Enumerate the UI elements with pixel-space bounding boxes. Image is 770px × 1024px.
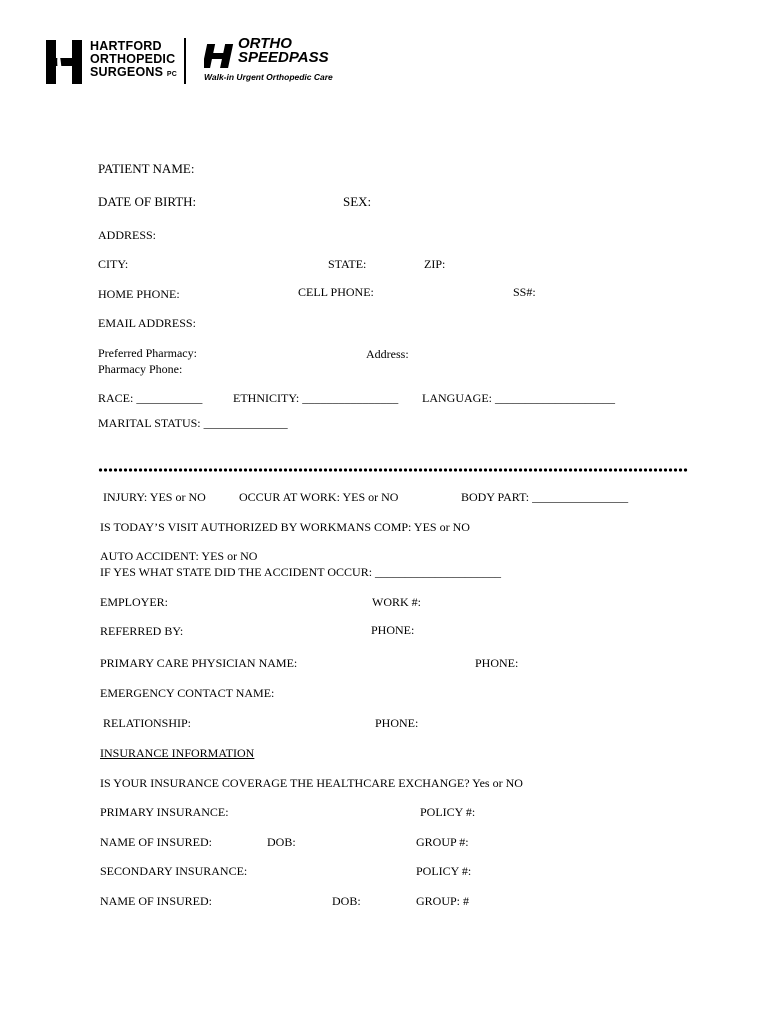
header-logos — [44, 36, 344, 92]
email-field[interactable]: EMAIL ADDRESS: — [98, 316, 196, 330]
primary-insurance-field[interactable]: PRIMARY INSURANCE: — [100, 805, 229, 819]
secondary-dob-field[interactable]: DOB: — [332, 894, 361, 908]
healthcare-exchange-field[interactable]: IS YOUR INSURANCE COVERAGE THE HEALTHCARE EXCHANGE? Yes or NO — [100, 776, 523, 790]
pcp-phone-field[interactable]: PHONE: — [475, 656, 519, 670]
body-part-field[interactable]: BODY PART: ________________ — [461, 490, 629, 504]
accident-state-field[interactable]: IF YES WHAT STATE DID THE ACCIDENT OCCUR: _____________________ — [100, 565, 502, 579]
osp-line1: ORTHO — [238, 35, 292, 52]
emergency-contact-field[interactable]: EMERGENCY CONTACT NAME: — [100, 686, 275, 700]
hos-line3: SURGEONS — [90, 65, 164, 79]
primary-group-field[interactable]: GROUP #: — [416, 835, 469, 849]
patient-name-field[interactable]: PATIENT NAME: — [98, 161, 195, 176]
ortho-speedpass-logo-icon — [204, 40, 238, 72]
secondary-policy-field[interactable]: POLICY #: — [416, 864, 472, 878]
sex-field[interactable]: SEX: — [343, 194, 372, 209]
home-phone-field[interactable]: HOME PHONE: — [98, 287, 180, 301]
osp-line2: SPEEDPASS — [238, 49, 329, 66]
insurance-heading: INSURANCE INFORMATION — [100, 746, 255, 760]
pharmacy-phone-field[interactable]: Pharmacy Phone: — [98, 362, 183, 376]
hartford-orthopedic-wordmark — [90, 40, 177, 81]
relationship-field[interactable]: RELATIONSHIP: — [103, 716, 192, 730]
occur-at-work-field[interactable]: OCCUR AT WORK: YES or NO — [239, 490, 399, 504]
race-field[interactable]: RACE: ___________ — [98, 391, 203, 405]
primary-policy-field[interactable]: POLICY #: — [420, 805, 476, 819]
marital-status-field[interactable]: MARITAL STATUS: ______________ — [98, 416, 288, 430]
ss-field[interactable]: SS#: — [513, 285, 536, 299]
employer-field[interactable]: EMPLOYER: — [100, 595, 169, 609]
referred-by-field[interactable]: REFERRED BY: — [100, 624, 184, 638]
address-field[interactable]: ADDRESS: — [98, 228, 157, 242]
osp-tagline: Walk-in Urgent Orthopedic Care — [204, 72, 333, 82]
hos-line2: ORTHOPEDIC — [90, 52, 176, 66]
language-field[interactable]: LANGUAGE: ____________________ — [422, 391, 615, 405]
primary-dob-field[interactable]: DOB: — [267, 835, 296, 849]
secondary-insured-name-field[interactable]: NAME OF INSURED: — [100, 894, 213, 908]
work-number-field[interactable]: WORK #: — [372, 595, 421, 609]
hos-line1: HARTFORD — [90, 39, 162, 53]
state-field[interactable]: STATE: — [328, 257, 367, 271]
secondary-group-field[interactable]: GROUP: # — [416, 894, 470, 908]
preferred-pharmacy-field[interactable]: Preferred Pharmacy: — [98, 346, 197, 360]
zip-field[interactable]: ZIP: — [424, 257, 446, 271]
ethnicity-field[interactable]: ETHNICITY: ________________ — [233, 391, 399, 405]
pharmacy-address-field[interactable]: Address: — [366, 347, 409, 361]
logo-divider — [184, 38, 186, 84]
relationship-phone-field[interactable]: PHONE: — [375, 716, 419, 730]
workmans-comp-field[interactable]: IS TODAY’S VISIT AUTHORIZED BY WORKMANS COMP: YES or NO — [100, 520, 470, 534]
section-divider — [98, 467, 688, 473]
auto-accident-field[interactable]: AUTO ACCIDENT: YES or NO — [100, 549, 258, 563]
secondary-insurance-field[interactable]: SECONDARY INSURANCE: — [100, 864, 248, 878]
city-field[interactable]: CITY: — [98, 257, 129, 271]
referred-phone-field[interactable]: PHONE: — [371, 623, 415, 637]
date-of-birth-field[interactable]: DATE OF BIRTH: — [98, 194, 197, 209]
hartford-orthopedic-logo-icon — [44, 38, 86, 86]
primary-insured-name-field[interactable]: NAME OF INSURED: — [100, 835, 213, 849]
hos-pc: PC — [166, 71, 177, 78]
pcp-name-field[interactable]: PRIMARY CARE PHYSICIAN NAME: — [100, 656, 298, 670]
injury-field[interactable]: INJURY: YES or NO — [103, 490, 206, 504]
ortho-speedpass-wordmark — [238, 37, 329, 65]
cell-phone-field[interactable]: CELL PHONE: — [298, 285, 374, 299]
